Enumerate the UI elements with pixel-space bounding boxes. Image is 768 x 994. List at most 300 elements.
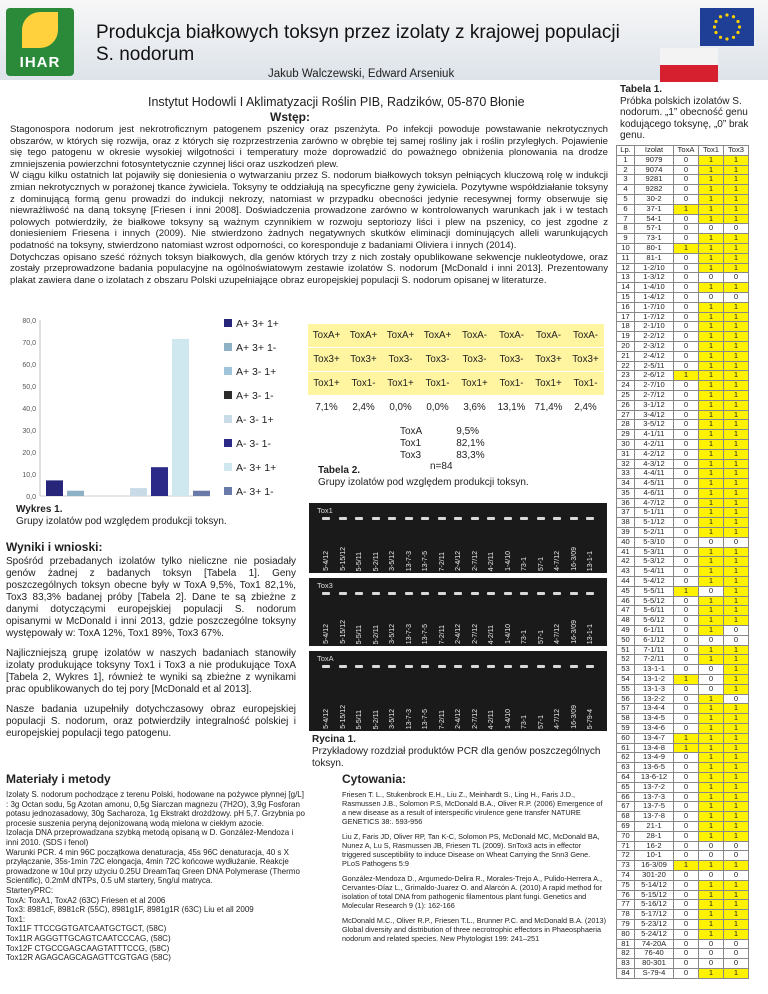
gel-lane-label: 2-7/12 — [471, 551, 479, 571]
table2-cell: Tox1- — [345, 372, 382, 396]
table1-cell: 0 — [724, 273, 749, 283]
table1-cell: 0 — [724, 949, 749, 959]
table1-cell: 16-3/09 — [635, 861, 674, 871]
table1-cell: 79 — [617, 919, 635, 929]
table1-cell: 0 — [674, 292, 699, 302]
results-paragraph-1: Spośród przebadanych izolatów tylko nieliczne nie posiadały genów żadnej z badanych toksyn [Tabela 1]. Geny poszczególnych toksyn obecne były w ToxA 9,5%, Tox1 82,1%, Tox3 83,3% badanej próby [Tabela 2]. Dane te są zbieżne z danymi dotyczącymi europejskiej populacji S. nodorum opisanymi w McDonald i inni 2013, gdzie poszczególne toksyny występowały w: ToxA 12%, Tox1 89%, Tox3 67%. — [6, 556, 296, 639]
table1-cell: 1 — [699, 390, 724, 400]
gel-band — [339, 517, 347, 520]
table1-cell: 4-6/11 — [635, 488, 674, 498]
table2-cell: Tox3+ — [308, 348, 345, 372]
table1-cell: 1 — [724, 714, 749, 724]
table1-cell: 5-24/12 — [635, 929, 674, 939]
table1-cell: 76-40 — [635, 949, 674, 959]
table1-cell: 73 — [617, 861, 635, 871]
legend-label: A+ 3- 1+ — [236, 366, 277, 378]
table1-cell: 28-1 — [635, 831, 674, 841]
table1-cell: S-79-4 — [635, 968, 674, 978]
table1-cell: 1 — [699, 439, 724, 449]
table2-cell: Tox1+ — [456, 372, 493, 396]
table1-cell: 4-2/11 — [635, 439, 674, 449]
table1-cell: 1 — [724, 547, 749, 557]
table1-cell: 0 — [674, 645, 699, 655]
eu-flag-icon — [700, 8, 754, 46]
results-paragraph-2: Najliczniejszą grupę izolatów w naszych badaniach stanowiły izolaty produkujące toksyny Tox1 i Tox3 a nie produkujące ToxA [Tabela 2, Wykres 1], również te wyniki są zbieżne z wynikami prac opublikowanych do tej pory [McDonald et al 2013]. — [6, 648, 296, 695]
legend-swatch — [224, 439, 232, 447]
gel-lane-label: 4-2/11 — [488, 709, 495, 729]
gel-lane-label: 13-7-5 — [422, 623, 429, 644]
methods-line: Tox1: — [6, 914, 26, 924]
table1-row — [617, 537, 749, 547]
table1-cell: 1 — [724, 596, 749, 606]
table2-row — [308, 372, 604, 396]
table1-cell: 1 — [617, 155, 635, 165]
gel-lane-label: 57-1 — [537, 556, 545, 571]
gel-lane-label: 2-4/12 — [455, 551, 462, 571]
table1-row — [617, 224, 749, 234]
table1-row — [617, 479, 749, 489]
table1-row — [617, 645, 749, 655]
methods-line: StarteryPRC: — [6, 885, 54, 895]
table1-cell: 1 — [699, 733, 724, 743]
table1-row — [617, 880, 749, 890]
table1-cell: 1 — [724, 890, 749, 900]
table1-cell: 32 — [617, 459, 635, 469]
table1-cell: 1 — [724, 175, 749, 185]
table1-cell: 0 — [674, 724, 699, 734]
table1-cell: 1 — [724, 469, 749, 479]
table1-row — [617, 900, 749, 910]
table1-cell: 1 — [699, 596, 724, 606]
table1-cell: 0 — [699, 684, 724, 694]
gel-band — [438, 517, 446, 520]
gel-band — [322, 665, 330, 668]
gel-band — [553, 665, 561, 668]
intro-paragraph-1: Stagonospora nodorum jest nekrotroficznym patogenem pszenicy oraz pszenżyta. Po infekcji powoduje powstawanie nekrotycznych obszarów, w których się rozwija, oraz z których się rozprzestrzenia zarówno w obrębie tej samej rośliny jak i roślin przyległych. Pojawienie się tego patogenu w okresie wysokiej wilgotności i temperatury może doprowadzić do poważnego obniżenia plonowania na drodze zmniejszenia powierzchni fotosyntetycznie czynnej liści oraz uszkodzeń plew. — [10, 124, 608, 170]
gel-band — [372, 665, 380, 668]
table1-cell: 1 — [724, 733, 749, 743]
table1-row — [617, 851, 749, 861]
table1-cell: 1 — [699, 381, 724, 391]
table1-cell: 45 — [617, 586, 635, 596]
table1-row — [617, 919, 749, 929]
table2-cell: ToxA- — [493, 324, 530, 348]
table1-cell: 56 — [617, 694, 635, 704]
table1-cell: 1 — [724, 253, 749, 263]
table1-cell: 64 — [617, 773, 635, 783]
table1-cell: 31 — [617, 449, 635, 459]
table1-row — [617, 488, 749, 498]
table1-cell: 13-4-7 — [635, 733, 674, 743]
table1-cell: 1 — [724, 557, 749, 567]
table1-cell: 47 — [617, 606, 635, 616]
table1-cell: 48 — [617, 616, 635, 626]
table2-row — [308, 396, 604, 420]
table1-row — [617, 312, 749, 322]
gel-lane-label: 3-5/12 — [389, 624, 396, 644]
table1-cell: 13-7-5 — [635, 802, 674, 812]
table1-cell: 0 — [674, 253, 699, 263]
table1-cell: 0 — [724, 959, 749, 969]
table1-cell: 1 — [724, 371, 749, 381]
institute-line: Instytut Hodowli I Aklimatyzacji Roślin PIB, Radzików, 05-870 Błonie — [148, 95, 525, 109]
gel-band — [471, 665, 479, 668]
table1-cell: 1 — [699, 567, 724, 577]
table1-cell: 7 — [617, 214, 635, 224]
table1-cell: 1 — [724, 655, 749, 665]
table1-row — [617, 782, 749, 792]
table1-cell: 0 — [674, 626, 699, 636]
table1-cell: 63 — [617, 763, 635, 773]
gel-band — [553, 517, 561, 520]
gel-lane-label: 1-4/10 — [504, 624, 512, 644]
table1-cell: 1 — [724, 498, 749, 508]
table1-cell: 301-20 — [635, 870, 674, 880]
table2-cell: ToxA- — [530, 324, 567, 348]
table1-cell: 0 — [674, 616, 699, 626]
table2-row — [308, 324, 604, 348]
gel-band — [405, 665, 413, 668]
table1-row — [617, 155, 749, 165]
gel-band — [339, 592, 347, 595]
table1-cell: 1 — [724, 763, 749, 773]
table1-cell: 0 — [674, 694, 699, 704]
table1-cell: 1 — [699, 773, 724, 783]
table1-row — [617, 684, 749, 694]
table1-cell: 76 — [617, 890, 635, 900]
intro-paragraph-3: Dotychczas opisano sześć różnych toksyn białkowych, dla genów których trzy z nich zostały opublikowane sekwencje nukleotydowe, oraz zostały przeprowadzone badania populacyjne na ogólnoświatowym zestawie izolatów S. nodorum [McDonald i inni 2013]. Prezentowany plakat zawiera dane o izolatach z obszaru Polski uzupełniające obraz europejskiej populacji S. nodorum opisanej w literaturze. — [10, 251, 608, 286]
gel-band — [537, 517, 545, 520]
table1-row — [617, 400, 749, 410]
table2-cell: Tox3+ — [530, 348, 567, 372]
table1-cell: 41 — [617, 547, 635, 557]
table1-row — [617, 802, 749, 812]
table-1 — [616, 145, 749, 979]
table1-cell: 1 — [724, 361, 749, 371]
table1-cell: 0 — [674, 224, 699, 234]
table1-cell: 0 — [674, 665, 699, 675]
table1-row — [617, 371, 749, 381]
table1-cell: 1 — [699, 214, 724, 224]
sum-n: n=84 — [430, 461, 453, 473]
table1-cell: 1 — [724, 439, 749, 449]
table1-row — [617, 557, 749, 567]
table1-row — [617, 763, 749, 773]
table1-cell: 1 — [724, 381, 749, 391]
table1-cell: 1 — [699, 400, 724, 410]
table1-cell: 0 — [699, 635, 724, 645]
table1-cell: 5-3/11 — [635, 547, 674, 557]
logo-leaf-icon — [22, 12, 58, 48]
gel-lane-label: 4-2/11 — [488, 624, 495, 644]
table1-cell: 1 — [724, 518, 749, 528]
figure1-title: Rycina 1. — [312, 734, 356, 745]
legend-label: A- 3+ 1+ — [236, 462, 277, 474]
table1-cell: 0 — [674, 528, 699, 538]
poster-title: Produkcja białkowych toksyn przez izolaty z krajowej populacji S. nodorum — [96, 22, 620, 65]
citation-item: Friesen T. L., Stukenbrock E.H., Liu Z., Meinhardt S., Ling H., Faris J.D., Rasmussen J.B., Solomon P.S, McDonald B.A., Oliver R.P. (2006) Emergence of a new disease as a result of interspecific virulence gene transfer NATURE GENETICS 38:. 593-956 — [342, 790, 603, 826]
table1-cell: 0 — [674, 959, 699, 969]
table1-row — [617, 861, 749, 871]
table1-cell: 0 — [674, 390, 699, 400]
table1-cell: 83 — [617, 959, 635, 969]
table1-cell: 0 — [674, 381, 699, 391]
table1-cell: 80 — [617, 929, 635, 939]
table1-cell: 23 — [617, 371, 635, 381]
table1-cell: 0 — [674, 684, 699, 694]
table1-cell: 1 — [724, 792, 749, 802]
table2-cell: 13,1% — [493, 396, 530, 420]
table1-cell: 1 — [724, 410, 749, 420]
gel-image — [309, 651, 607, 731]
table1-cell: 49 — [617, 626, 635, 636]
table1-cell: 1 — [674, 743, 699, 753]
table1-cell: 74 — [617, 870, 635, 880]
table1-cell: 0 — [699, 851, 724, 861]
table1-cell: 58 — [617, 714, 635, 724]
results-paragraph-3: Nasze badania uzupełniły dotychczasowy obraz europejskiej populacji S. nodorum, oraz potwierdziły integralność polskiej i europejskiej populacji tego patogenu. — [6, 704, 296, 739]
table1-cell: 0 — [699, 870, 724, 880]
table1-cell: 82 — [617, 949, 635, 959]
chart-bar — [172, 339, 189, 496]
table1-cell: 0 — [674, 753, 699, 763]
table1-cell: 53 — [617, 665, 635, 675]
table1-row — [617, 968, 749, 978]
gel-band — [553, 592, 561, 595]
table2-cell: ToxA+ — [345, 324, 382, 348]
table1-row — [617, 410, 749, 420]
y-tick-label: 20,0 — [22, 450, 36, 457]
table1-row — [617, 430, 749, 440]
table1-row — [617, 831, 749, 841]
table1-cell: 0 — [699, 292, 724, 302]
table1-row — [617, 841, 749, 851]
gel-lane-label: 5-2/11 — [372, 551, 380, 571]
table1-cell: 69 — [617, 821, 635, 831]
table1-row — [617, 665, 749, 675]
table1-cell: 1 — [699, 821, 724, 831]
methods-line: Tox11R AGGGTTGCAGTCAATCCCAG, (58C) — [6, 933, 171, 943]
gel-band — [355, 592, 363, 595]
table1-cell: 5-14/12 — [635, 880, 674, 890]
table1-cell: 44 — [617, 577, 635, 587]
table1-cell: 13 — [617, 273, 635, 283]
table1-cell: 1 — [724, 322, 749, 332]
methods-line: ToxA: ToxA1, ToxA2 (63C) Friesen et al 2006 — [6, 895, 166, 905]
table1-cell: 5-6/11 — [635, 606, 674, 616]
table2-cell: 3,6% — [456, 396, 493, 420]
table1-cell: 0 — [674, 518, 699, 528]
gel-band — [438, 592, 446, 595]
table1-cell: 0 — [674, 400, 699, 410]
table1-row — [617, 508, 749, 518]
gel-lane-label: 13-7-5 — [422, 550, 429, 571]
table1-cell: 1-3/12 — [635, 273, 674, 283]
table1-cell: 0 — [699, 537, 724, 547]
gel-lane-label: 2-7/12 — [471, 624, 479, 644]
table1-row — [617, 361, 749, 371]
gel-lane-label: 13-7-3 — [405, 623, 413, 644]
table1-cell: 12 — [617, 263, 635, 273]
table1-cell: 20 — [617, 341, 635, 351]
table2-cell: Tox1+ — [530, 372, 567, 396]
y-tick-label: 10,0 — [22, 472, 36, 479]
table1-cell: 2-7/10 — [635, 381, 674, 391]
table1-cell: 0 — [674, 175, 699, 185]
table1-cell: 5-4/11 — [635, 567, 674, 577]
intro-text — [10, 124, 608, 286]
chart-caption-title: Wykres 1. — [16, 504, 63, 515]
table1-row — [617, 273, 749, 283]
table1-cell: 0 — [674, 655, 699, 665]
table1-cell: 0 — [674, 439, 699, 449]
table1-cell: 1 — [724, 586, 749, 596]
gel-lane-label: 5-5/11 — [356, 709, 363, 729]
table1-cell: 5 — [617, 194, 635, 204]
gel-lane-label: 1-4/10 — [504, 709, 512, 729]
table1-cell: 29 — [617, 430, 635, 440]
table1-cell: 5-4/12 — [635, 577, 674, 587]
table1-row — [617, 528, 749, 538]
gel-lane-label: 73-1 — [521, 714, 528, 729]
table1-cell: 16-2 — [635, 841, 674, 851]
table1-cell: 0 — [674, 488, 699, 498]
gel-lane-label: 5-4/12 — [323, 551, 330, 571]
table1-cell: 0 — [674, 773, 699, 783]
table1-cell: 0 — [674, 498, 699, 508]
gel-lane-label: 16-3/09 — [570, 547, 578, 571]
table1-cell: 1 — [724, 204, 749, 214]
legend-swatch — [224, 487, 232, 495]
legend-swatch — [224, 343, 232, 351]
table1-header-cell: ToxA — [674, 146, 699, 156]
table2-cell: ToxA+ — [382, 324, 419, 348]
table1-cell: 4-5/11 — [635, 479, 674, 489]
gel-band — [520, 592, 528, 595]
table1-cell: 1 — [699, 782, 724, 792]
table1-cell: 1 — [724, 773, 749, 783]
table1-cell: 1 — [674, 733, 699, 743]
gel-band — [504, 517, 512, 520]
results-text — [6, 556, 296, 748]
table1-cell: 13-4-4 — [635, 704, 674, 714]
legend-swatch — [224, 391, 232, 399]
chart-bar — [193, 491, 210, 496]
table1-cell: 72 — [617, 851, 635, 861]
gel-label: ToxA — [317, 654, 334, 663]
table1-cell: 0 — [699, 586, 724, 596]
table1-cell: 1 — [699, 469, 724, 479]
table1-cell: 0 — [674, 430, 699, 440]
gel-band — [586, 517, 594, 520]
table1-cell: 26 — [617, 400, 635, 410]
table2-cell: Tox1- — [419, 372, 456, 396]
gel-lane-label: 7-2/11 — [438, 709, 446, 729]
table1-cell: 1 — [724, 263, 749, 273]
gel-band — [421, 592, 429, 595]
table1-row — [617, 753, 749, 763]
table1-cell: 0 — [674, 841, 699, 851]
table1-cell: 2-4/12 — [635, 351, 674, 361]
table1-cell: 0 — [674, 234, 699, 244]
table1-cell: 3 — [617, 175, 635, 185]
table1-cell: 1 — [699, 910, 724, 920]
table1-cell: 9 — [617, 234, 635, 244]
table1-cell: 0 — [674, 449, 699, 459]
table1-cell: 4 — [617, 185, 635, 195]
table1-cell: 81-1 — [635, 253, 674, 263]
table1-row — [617, 351, 749, 361]
gel-lane-label: 3-5/12 — [389, 551, 396, 571]
gel-lane-label: 5-2/11 — [372, 709, 380, 729]
table1-cell: 0 — [674, 870, 699, 880]
table1-cell: 1 — [699, 459, 724, 469]
gel-lane-label: 57-1 — [537, 714, 545, 729]
table1-cell: 5-17/12 — [635, 910, 674, 920]
table1-cell: 43 — [617, 567, 635, 577]
table1-cell: 61 — [617, 743, 635, 753]
table1-row — [617, 635, 749, 645]
table1-cell: 0 — [674, 420, 699, 430]
gel-lane-label: 7-2/11 — [438, 624, 446, 644]
table1-cell: 0 — [674, 802, 699, 812]
table1-cell: 0 — [674, 714, 699, 724]
table1-row — [617, 263, 749, 273]
table1-cell: 0 — [674, 596, 699, 606]
table1-cell: 25 — [617, 390, 635, 400]
table1-cell: 0 — [674, 880, 699, 890]
table1-cell: 59 — [617, 724, 635, 734]
citation-item: Liu Z, Faris JD, Oliver RP, Tan K-C, Solomon PS, McDonald MC, McDonald BA, Nunez A, Lu S, Rasmussen JB, Friesen TL (2009). SnTox3 acts in effector triggered susceptibility to induce Disease on Wheat Carrying the Snn3 Gene. PLoS Pathogens 5:9 — [342, 832, 600, 868]
table1-cell: 0 — [674, 782, 699, 792]
table1-cell: 1 — [699, 645, 724, 655]
gel-lane-label: 57-1 — [537, 629, 545, 644]
table1-cell: 5-1/12 — [635, 518, 674, 528]
table1-cell: 66 — [617, 792, 635, 802]
table1-cell: 1 — [699, 371, 724, 381]
gel-lane-label: 13-7-5 — [422, 708, 429, 729]
table1-cell: 5-23/12 — [635, 919, 674, 929]
gel-band — [570, 517, 578, 520]
table1-cell: 0 — [674, 273, 699, 283]
gel-band — [570, 665, 578, 668]
table1-cell: 1-7/12 — [635, 312, 674, 322]
gel-lane-label: 2-7/12 — [471, 709, 479, 729]
table1-cell: 1 — [699, 185, 724, 195]
table1-cell: 1 — [699, 900, 724, 910]
table1-cell: 1 — [699, 714, 724, 724]
table1-cell: 1 — [724, 185, 749, 195]
y-tick-label: 40,0 — [22, 406, 36, 413]
table1-row — [617, 459, 749, 469]
table1-row — [617, 949, 749, 959]
table1-cell: 14 — [617, 283, 635, 293]
table1-cell: 1 — [724, 567, 749, 577]
table1-cell: 7-2/11 — [635, 655, 674, 665]
table1-cell: 2-2/12 — [635, 332, 674, 342]
gel-band — [388, 517, 396, 520]
table1-cell: 1 — [699, 763, 724, 773]
table1-row — [617, 302, 749, 312]
gel-band — [421, 665, 429, 668]
logo-text: IHAR — [19, 54, 61, 71]
table2-cell: 71,4% — [530, 396, 567, 420]
table2-cell: 7,1% — [308, 396, 345, 420]
table1-cell: 22 — [617, 361, 635, 371]
legend-label: A- 3- 1- — [236, 438, 272, 450]
table1-cell: 2-3/12 — [635, 341, 674, 351]
table1-cell: 0 — [674, 851, 699, 861]
